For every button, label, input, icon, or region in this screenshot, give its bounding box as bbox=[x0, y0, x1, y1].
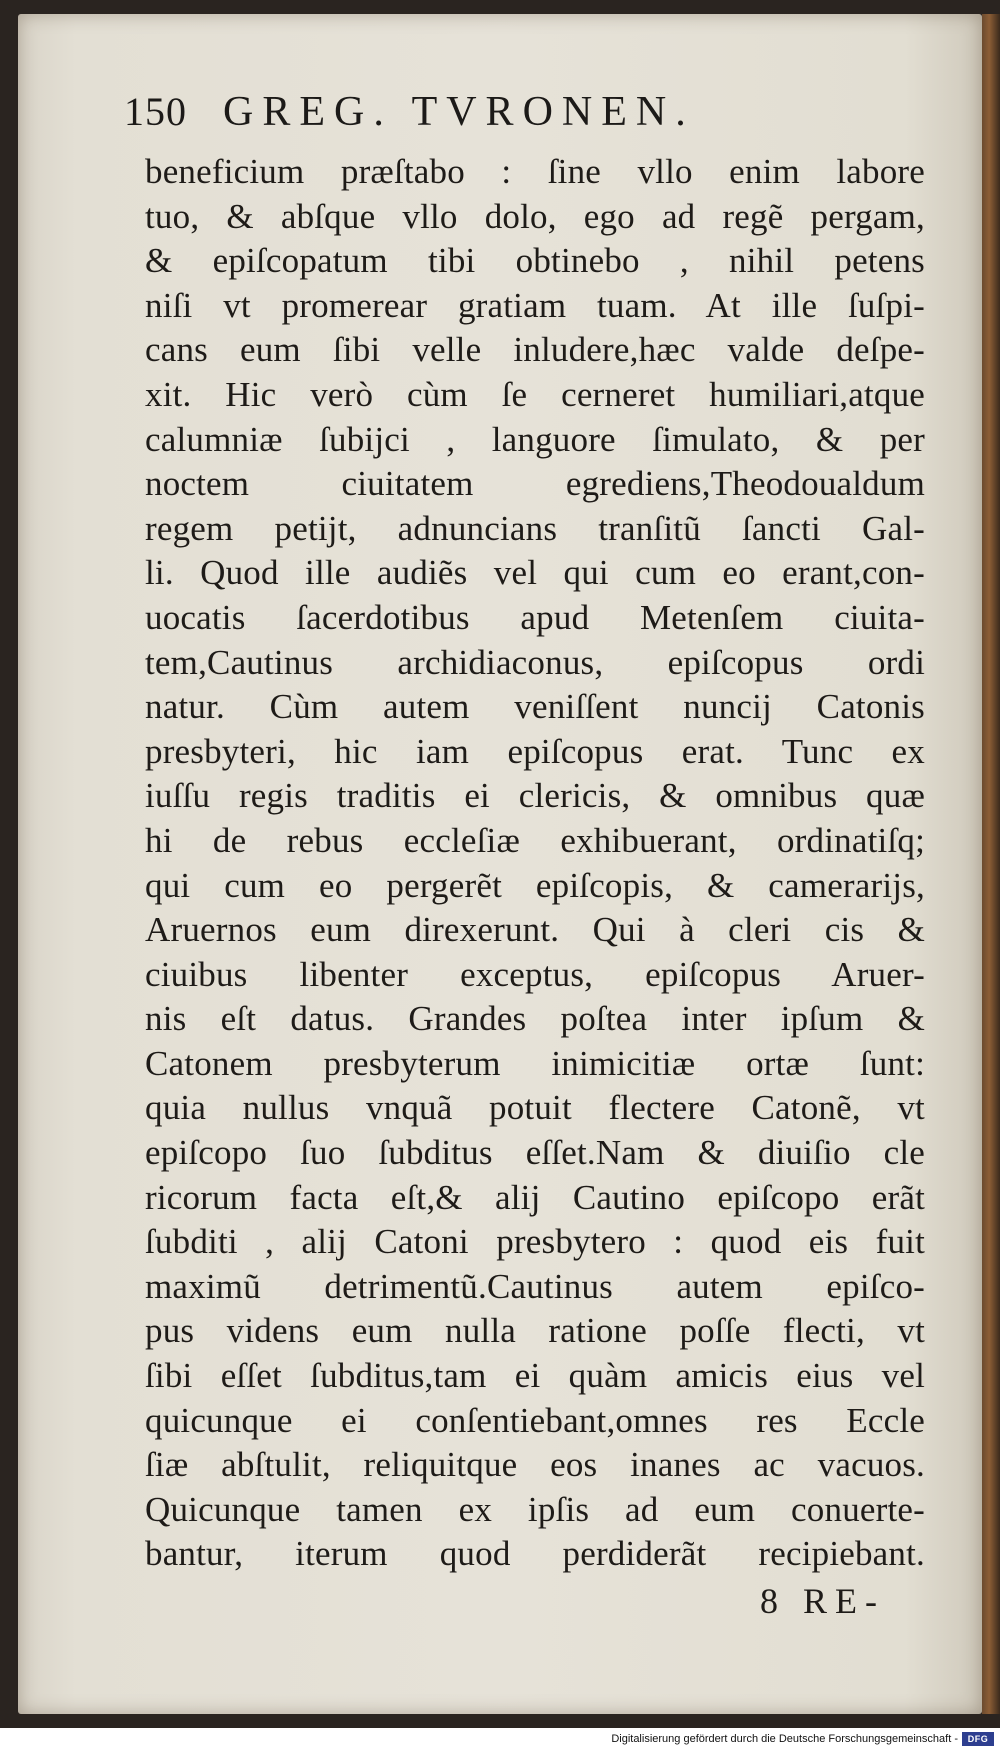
text-line: ſiæ abſtulit, reliquitque eos inanes ac vacuos. bbox=[145, 1445, 925, 1485]
text-line: nis eſt datus. Grandes poſtea inter ipſum & bbox=[145, 999, 925, 1039]
body-text bbox=[145, 150, 925, 1577]
text-line: cans eum ſibi velle inludere,hæc valde deſpe- bbox=[145, 330, 925, 370]
text-line: regem petijt, adnuncians tranſitũ ſancti Gal- bbox=[145, 508, 925, 548]
text-line: maximũ detrimentũ.Cautinus autem epiſco- bbox=[145, 1266, 925, 1306]
text-line: & epiſcopatum tibi obtinebo , nihil petens bbox=[145, 241, 925, 281]
text-line: calumniæ ſubijci , languore ſimulato, & per bbox=[145, 419, 925, 459]
text-line: iuſſu regis traditis ei clericis, & omnibus quæ bbox=[145, 776, 925, 816]
text-line: quicunque ei conſentiebant,omnes res Eccle bbox=[145, 1400, 925, 1440]
text-line: Aruernos eum direxerunt. Qui à cleri cis & bbox=[145, 910, 925, 950]
text-line: qui cum eo pergerẽt epiſcopis, & camerarijs, bbox=[145, 865, 925, 905]
text-line: epiſcopo ſuo ſubditus eſſet.Nam & diuiſio cle bbox=[145, 1133, 925, 1173]
text-line: beneficium præſtabo : ſine vllo enim labore bbox=[145, 152, 925, 191]
text-line: uocatis ſacerdotibus apud Metenſem ciuita- bbox=[145, 597, 925, 637]
text-line: ſubditi , alij Catoni presbytero : quod eis fuit bbox=[145, 1222, 925, 1262]
text-line: tuo, & abſque vllo dolo, ego ad regẽ pergam, bbox=[145, 196, 925, 236]
text-line: quia nullus vnquã potuit flectere Catonẽ, vt bbox=[145, 1088, 925, 1128]
text-line: hi de rebus eccleſiæ exhibuerant, ordinatiſq; bbox=[145, 820, 925, 860]
page-header bbox=[124, 88, 884, 148]
text-line: Quicunque tamen ex ipſis ad eum conuerte- bbox=[145, 1489, 925, 1529]
text-line: natur. Cùm autem veniſſent nuncij Catonis bbox=[145, 687, 925, 727]
page-edge bbox=[982, 14, 1000, 1714]
text-line: ſibi eſſet ſubditus,tam ei quàm amicis eius vel bbox=[145, 1356, 925, 1396]
text-line: pus videns eum nulla ratione poſſe flecti, vt bbox=[145, 1311, 925, 1351]
text-line: tem,Cautinus archidiaconus, epiſcopus ordi bbox=[145, 642, 925, 682]
dfg-logo: DFG bbox=[962, 1732, 994, 1746]
text-line: ciuibus libenter exceptus, epiſcopus Aruer- bbox=[145, 954, 925, 994]
text-line: li. Quod ille audiẽs vel qui cum eo erant,con- bbox=[145, 553, 925, 593]
running-title: GREG. TVRONEN. bbox=[223, 89, 695, 135]
text-line: bantur, iterum quod perdiderãt recipiebant. bbox=[145, 1534, 925, 1574]
text-line: Catonem presbyterum inimicitiæ ortæ ſunt: bbox=[145, 1043, 925, 1083]
page-number: 150 bbox=[124, 89, 187, 134]
catchword: 8 RE- bbox=[760, 1581, 885, 1621]
text-line: ricorum facta eſt,& alij Cautino epiſcopo erãt bbox=[145, 1177, 925, 1217]
funding-credit: Digitalisierung gefördert durch die Deutsche Forschungsgemeinschaft - bbox=[611, 1733, 958, 1745]
text-line: niſi vt promerear gratiam tuam. At ille ſuſpi- bbox=[145, 285, 925, 325]
text-line: xit. Hic verò cùm ſe cerneret humiliari,atque bbox=[145, 374, 925, 414]
text-line: presbyteri, hic iam epiſcopus erat. Tunc ex bbox=[145, 731, 925, 771]
text-line: noctem ciuitatem egrediens,Theodoualdum bbox=[145, 464, 925, 504]
